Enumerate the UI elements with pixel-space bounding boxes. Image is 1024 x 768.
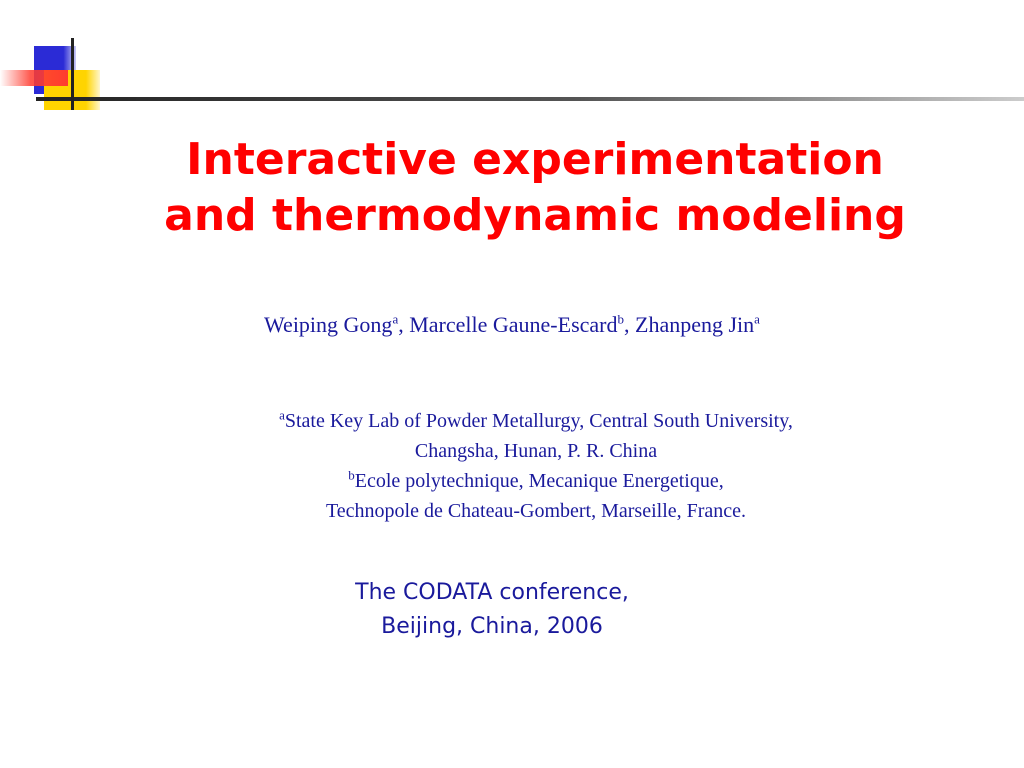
affiliation-a-text: State Key Lab of Powder Metallurgy, Central South University,: [284, 410, 793, 432]
conference-line-1: The CODATA conference,: [355, 580, 629, 605]
affiliation-b-mark: b: [348, 467, 355, 483]
author-affiliation-mark: a: [754, 311, 760, 327]
affiliation-b-line-1: [0, 466, 1024, 496]
conference-info: [0, 576, 984, 644]
author-name: Marcelle Gaune-Escard: [409, 312, 618, 337]
affiliation-b-line-2: Technopole de Chateau-Gombert, Marseille, France.: [325, 500, 747, 522]
deco-red-bar: [0, 70, 68, 86]
author-name: Weiping Gong: [264, 312, 393, 337]
author-name: Zhanpeng Jin: [635, 312, 755, 337]
author-list: [0, 312, 1024, 338]
title-line-2: and thermodynamic modeling: [164, 190, 906, 241]
deco-vertical-line: [71, 38, 74, 110]
author-affiliation-mark: a: [392, 311, 399, 327]
affiliation-b-text: Ecole polytechnique, Mecanique Energetique,: [354, 470, 724, 492]
conference-line-2: Beijing, China, 2006: [381, 614, 603, 639]
affiliation-a-mark: a: [279, 407, 285, 423]
header-decoration: [0, 0, 1024, 120]
author-separator: ,: [398, 312, 410, 337]
affiliation-a-line-1: [0, 406, 1024, 436]
slide-title: [0, 132, 1024, 244]
affiliations: [0, 406, 1024, 526]
author-separator: ,: [624, 312, 635, 337]
affiliation-a-line-2: Changsha, Hunan, P. R. China: [414, 440, 658, 462]
deco-horizontal-line: [36, 97, 1024, 101]
title-line-1: Interactive experimentation: [186, 134, 884, 185]
author-affiliation-mark: b: [617, 311, 624, 327]
